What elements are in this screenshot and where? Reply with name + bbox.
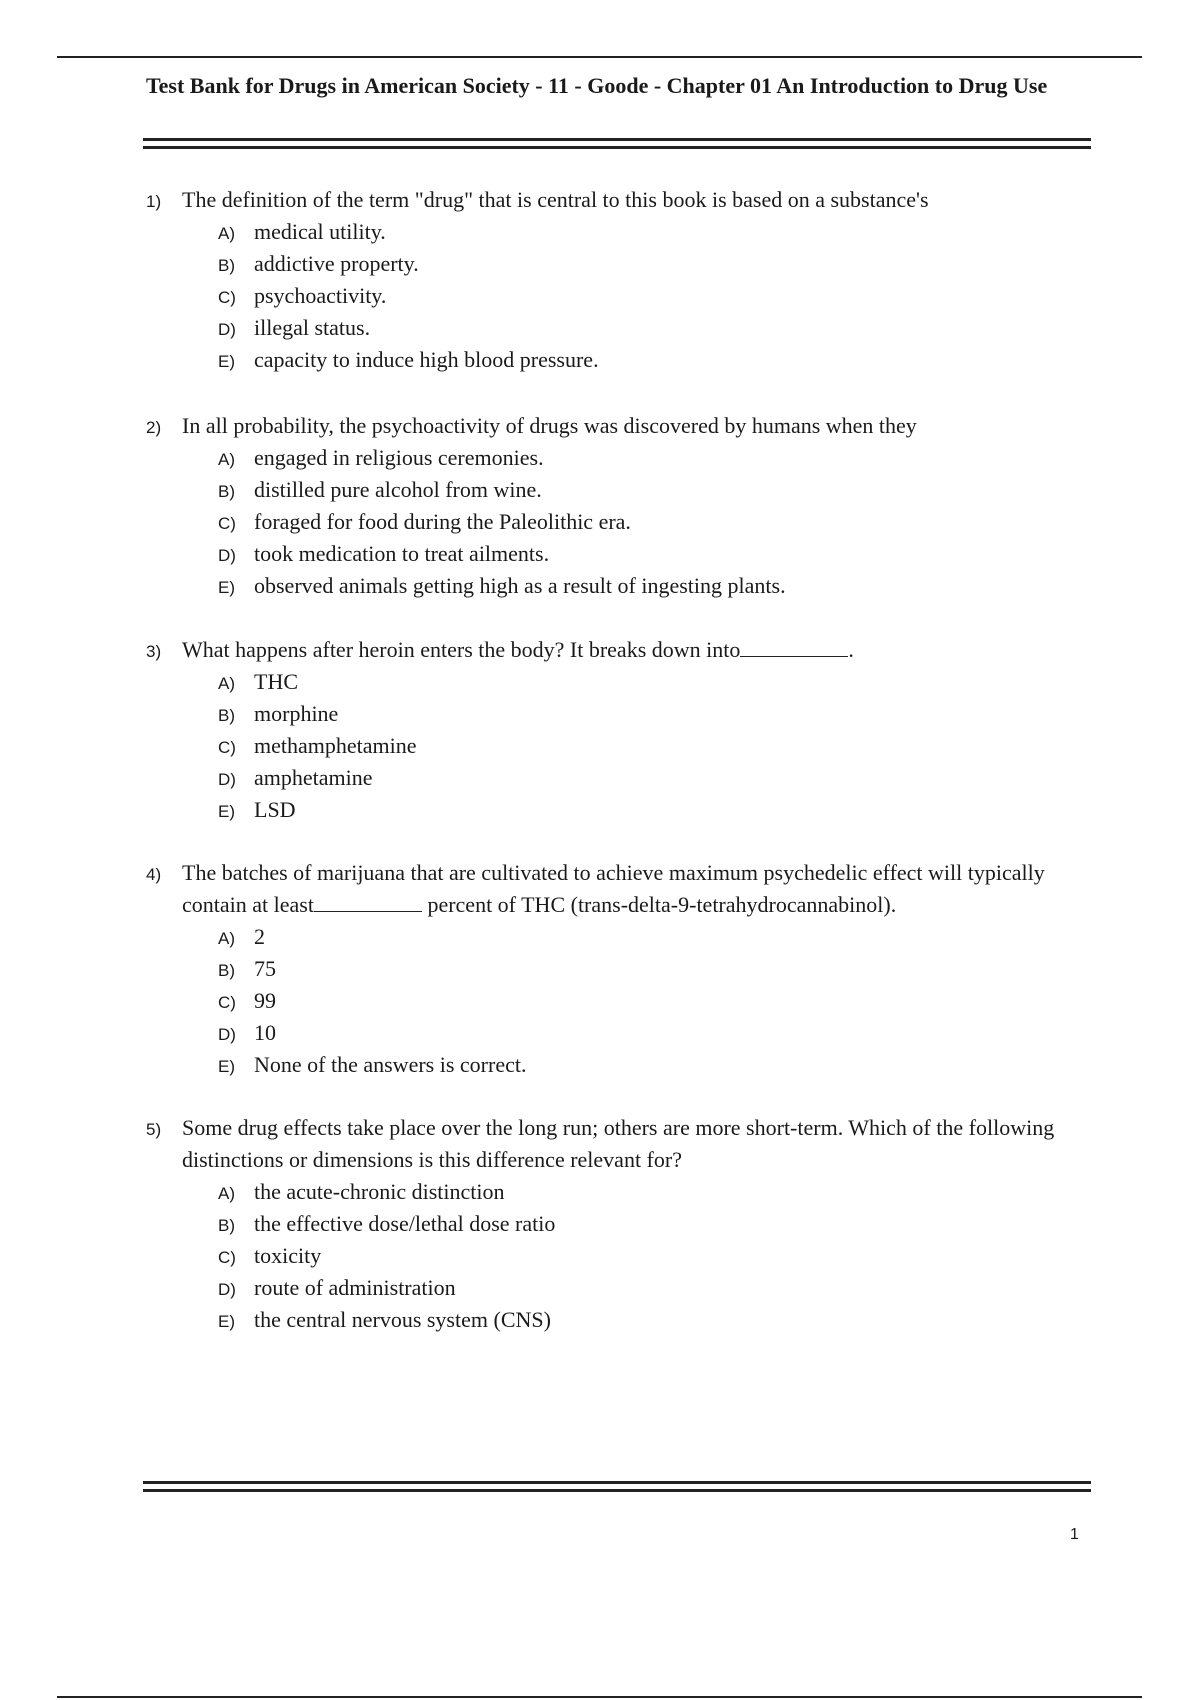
answer-option xyxy=(146,1208,1106,1240)
answer-option xyxy=(146,570,1106,602)
option-letter: A) xyxy=(218,929,235,948)
option-text: the effective dose/lethal dose ratio xyxy=(254,1211,556,1236)
option-letter: E) xyxy=(218,1312,235,1331)
option-text: took medication to treat ailments. xyxy=(254,541,550,566)
answer-blank xyxy=(314,891,422,912)
option-text: route of administration xyxy=(254,1275,456,1300)
question-3 xyxy=(146,634,1106,826)
answer-option xyxy=(146,1176,1106,1208)
question-list xyxy=(146,184,1106,1370)
answer-option xyxy=(146,506,1106,538)
option-letter: A) xyxy=(218,674,235,693)
answer-option xyxy=(146,344,1106,376)
option-text: observed animals getting high as a result of ingesting plants. xyxy=(254,573,786,598)
answer-option xyxy=(146,474,1106,506)
option-text: THC xyxy=(254,669,298,694)
option-letter: B) xyxy=(218,256,235,275)
option-letter: B) xyxy=(218,1216,235,1235)
question-stem: What happens after heroin enters the body? It breaks down into . xyxy=(182,637,854,662)
option-letter: A) xyxy=(218,450,235,469)
answer-option xyxy=(146,985,1106,1017)
answer-options xyxy=(146,921,1106,1081)
option-letter: A) xyxy=(218,1184,235,1203)
option-text: the central nervous system (CNS) xyxy=(254,1307,551,1332)
option-text: 10 xyxy=(254,1020,276,1045)
option-letter: C) xyxy=(218,1248,236,1267)
option-letter: A) xyxy=(218,224,235,243)
option-letter: E) xyxy=(218,352,235,371)
answer-option xyxy=(146,442,1106,474)
question-4 xyxy=(146,857,1106,1081)
option-text: psychoactivity. xyxy=(254,283,387,308)
footer-double-rule xyxy=(143,1481,1091,1492)
option-text: addictive property. xyxy=(254,251,419,276)
answer-option xyxy=(146,1017,1106,1049)
answer-option xyxy=(146,921,1106,953)
question-5 xyxy=(146,1112,1106,1336)
answer-option xyxy=(146,538,1106,570)
option-letter: C) xyxy=(218,288,236,307)
answer-option xyxy=(146,248,1106,280)
option-text: illegal status. xyxy=(254,315,371,340)
option-text: the acute-chronic distinction xyxy=(254,1179,505,1204)
question-1 xyxy=(146,184,1106,376)
option-text: morphine xyxy=(254,701,339,726)
question-number: 5) xyxy=(146,1120,162,1139)
option-text: LSD xyxy=(254,797,296,822)
option-letter: D) xyxy=(218,320,236,339)
option-text: 2 xyxy=(254,924,265,949)
answer-option xyxy=(146,698,1106,730)
option-letter: C) xyxy=(218,993,236,1012)
answer-options xyxy=(146,216,1106,376)
option-letter: E) xyxy=(218,1057,235,1076)
answer-options xyxy=(146,442,1106,602)
question-number: 3) xyxy=(146,642,162,661)
answer-option xyxy=(146,1240,1106,1272)
question-stem: Some drug effects take place over the long run; others are more short-term. Which of the following distinctions or dimensions is this difference relevant for? xyxy=(182,1115,1055,1172)
answer-option xyxy=(146,762,1106,794)
question-number: 1) xyxy=(146,192,162,211)
question-stem: In all probability, the psychoactivity of drugs was discovered by humans when they xyxy=(182,413,917,438)
answer-options xyxy=(146,1176,1106,1336)
answer-option xyxy=(146,794,1106,826)
option-letter: E) xyxy=(218,578,235,597)
question-number: 4) xyxy=(146,865,162,884)
answer-option xyxy=(146,216,1106,248)
answer-option xyxy=(146,280,1106,312)
answer-blank xyxy=(740,636,848,657)
answer-option xyxy=(146,730,1106,762)
answer-option xyxy=(146,666,1106,698)
question-stem: The batches of marijuana that are cultivated to achieve maximum psychedelic effect will typically contain at least percent of THC (trans-delta-9-tetrahydrocannabinol). xyxy=(182,860,1045,917)
header-double-rule xyxy=(143,138,1091,149)
option-letter: E) xyxy=(218,802,235,821)
option-text: 99 xyxy=(254,988,276,1013)
page-number: 1 xyxy=(1070,1526,1079,1543)
option-letter: D) xyxy=(218,546,236,565)
option-text: distilled pure alcohol from wine. xyxy=(254,477,542,502)
question-number: 2) xyxy=(146,418,162,437)
answer-option xyxy=(146,312,1106,344)
answer-option xyxy=(146,953,1106,985)
option-text: medical utility. xyxy=(254,219,386,244)
option-letter: D) xyxy=(218,1025,236,1044)
question-2 xyxy=(146,410,1106,602)
option-text: toxicity xyxy=(254,1243,322,1268)
option-letter: B) xyxy=(218,482,235,501)
option-letter: B) xyxy=(218,961,235,980)
answer-option xyxy=(146,1049,1106,1081)
top-border-line xyxy=(57,56,1142,58)
answer-option xyxy=(146,1304,1106,1336)
option-text: methamphetamine xyxy=(254,733,417,758)
option-text: None of the answers is correct. xyxy=(254,1052,527,1077)
option-letter: D) xyxy=(218,1280,236,1299)
document-title: Test Bank for Drugs in American Society - 11 - Goode - Chapter 01 An Introduction to Drug Use xyxy=(146,73,1048,98)
option-text: foraged for food during the Paleolithic era. xyxy=(254,509,631,534)
answer-options xyxy=(146,666,1106,826)
option-letter: D) xyxy=(218,770,236,789)
question-stem: The definition of the term "drug" that is central to this book is based on a substance's xyxy=(182,187,929,212)
bottom-border-line xyxy=(57,1696,1142,1698)
option-text: capacity to induce high blood pressure. xyxy=(254,347,599,372)
answer-option xyxy=(146,1272,1106,1304)
option-letter: C) xyxy=(218,514,236,533)
option-text: amphetamine xyxy=(254,765,373,790)
option-text: engaged in religious ceremonies. xyxy=(254,445,544,470)
option-text: 75 xyxy=(254,956,276,981)
option-letter: B) xyxy=(218,706,235,725)
option-letter: C) xyxy=(218,738,236,757)
